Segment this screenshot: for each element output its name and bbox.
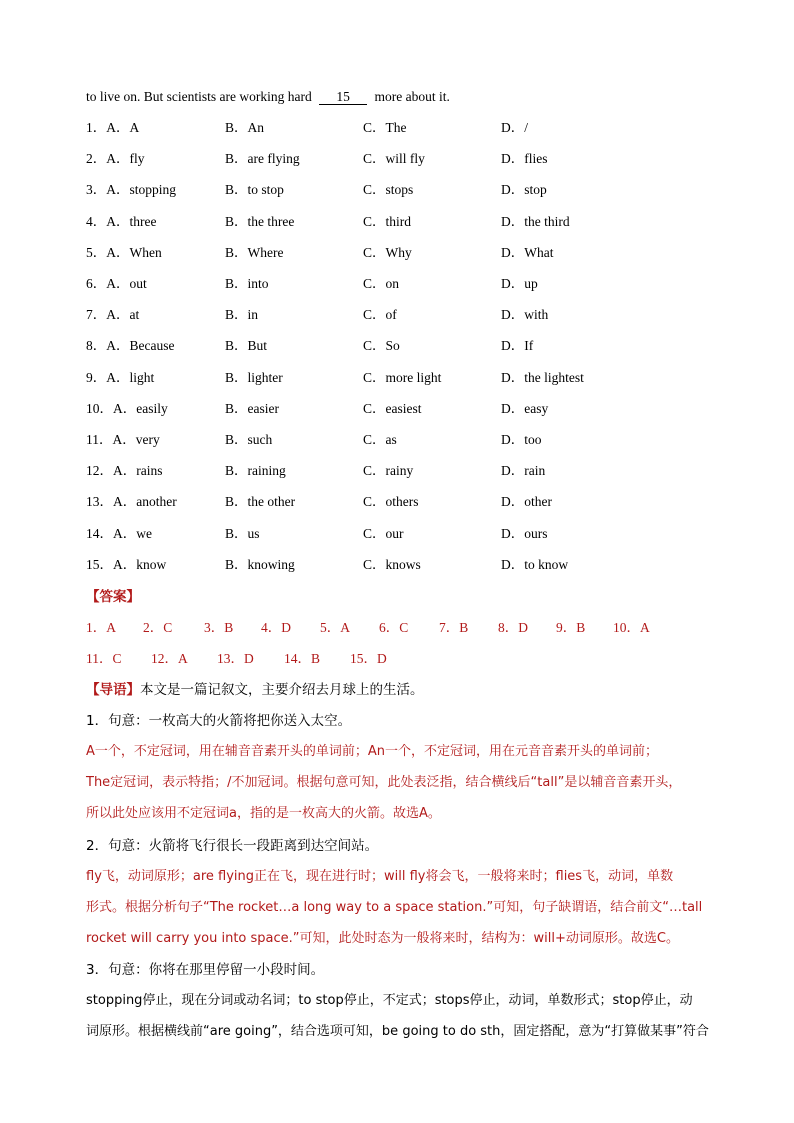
option-d: D．ours [501,525,548,541]
answer-item: 11．C [86,651,122,666]
answer-item: 15．D [350,651,387,666]
answer-item: 8．D [498,620,528,635]
option-c: C．The [363,120,407,135]
explanation-line: A一个，不定冠词，用在辅音音素开头的单词前；An一个，不定冠词，用在元音音素开头的单词前； [86,744,659,759]
option-b: B．us [225,525,260,541]
option-a [86,243,162,263]
question-row [86,118,726,138]
explanation-heading: 3．句意：你将在那里停留一小段时间。 [86,962,325,978]
question-row [86,524,726,544]
option-b: B．easier [225,400,279,416]
explanation-line: 所以此处应该用不定冠词a，指的是一枚高大的火箭。故选A。 [86,806,441,821]
option-a [86,524,152,544]
option-a [86,149,145,169]
option-a [86,336,174,356]
option-a-text: A．out [106,276,147,291]
question-row [86,180,726,200]
explanation-line: fly飞，动词原形；are flying正在飞，现在进行时；will fly将会飞，一般将来时；flies飞，动词，单数 [86,869,674,884]
question-row [86,399,726,419]
answer-item: 6．C [379,620,409,635]
question-number: 15． [86,556,113,572]
option-a [86,274,147,294]
option-d: D．other [501,494,552,510]
question-row [86,336,726,356]
answer-heading: 【答案】 [86,589,140,604]
option-c: C．stops [363,182,414,198]
option-c: C．easiest [363,400,422,416]
question-number: 1． [86,120,107,135]
option-a [86,305,139,325]
option-b: B．raining [225,463,286,479]
option-c: C．of [363,307,397,323]
question-row [86,212,726,232]
question-row [86,430,726,450]
option-a-text: A．A [106,120,140,135]
intro-line [86,87,450,107]
question-number: 10． [86,400,113,416]
explanation-line: The定冠词，表示特指；/不加冠词。根据句意可知，此处表泛指，结合横线后“tall”是以辅音音素开头， [86,775,682,790]
option-c: C．So [363,338,400,354]
guide-label: 【导语】 [86,682,140,698]
question-number: 5． [86,244,107,260]
option-b: B．But [225,338,268,354]
option-c: C．rainy [363,463,414,479]
option-d: D．with [501,307,549,323]
answer-row-2 [86,649,726,669]
option-c: C．knows [363,556,421,572]
option-b: B．the other [225,494,296,510]
option-c: C．as [363,432,397,447]
option-b: B．in [225,307,259,323]
answer-item: 12．A [151,651,188,666]
question-number: 9． [86,369,107,385]
option-a-text: A．light [106,369,155,385]
option-c: C．third [363,213,412,229]
option-c: C．others [363,494,419,510]
answer-row-1 [86,618,726,638]
guide-text: 本文是一篇记叙文，主要介绍去月球上的生活。 [140,682,424,698]
question-number: 13． [86,494,113,510]
explanation-line: rocket will carry you into space.”可知，此处时态为一般将来时，结构为：will+动词原形。故选C。 [86,931,679,946]
option-a [86,212,156,232]
answer-item: 4．D [261,620,291,635]
option-a-text: A．know [113,556,167,572]
answer-item: 5．A [320,620,350,635]
option-d: D．What [501,244,554,260]
option-a [86,368,154,388]
option-a-text: A．we [113,525,152,541]
option-d: D．easy [501,400,549,416]
option-d: D．flies [501,151,548,167]
option-a [86,118,139,138]
option-a-text: A．easily [113,400,168,416]
option-b: B．Where [225,244,284,260]
answer-item: 7．B [439,620,469,635]
option-a-text: A．rains [113,463,163,479]
option-a-text: A．When [106,244,162,260]
answer-item: 13．D [217,651,254,666]
option-d: D．to know [501,556,569,572]
option-d: D．stop [501,182,547,198]
question-number: 2． [86,151,107,167]
option-b: B．the three [225,213,295,229]
option-a [86,555,166,575]
option-d: D．the third [501,213,570,229]
intro-after: more about it. [374,89,450,104]
option-a [86,461,163,481]
option-a-text: A．very [112,432,160,447]
question-number: 14． [86,525,113,541]
option-a-text: A．another [113,494,177,510]
option-a-text: A．three [106,213,157,229]
question-row [86,243,726,263]
question-number: 6． [86,276,107,291]
answer-item: 3．B [204,620,234,635]
question-number: 11． [86,432,113,447]
explanation-heading: 1．句意：一枚高大的火箭将把你送入太空。 [86,713,352,729]
option-d: D．/ [501,120,528,135]
question-row [86,492,726,512]
question-row [86,555,726,575]
option-a-text: A．fly [106,151,145,167]
option-a-text: A．Because [106,338,175,354]
option-d: D．too [501,432,542,447]
option-a-text: A．stopping [106,182,177,198]
option-d: D．If [501,338,534,354]
option-a [86,399,168,419]
question-row [86,149,726,169]
option-b: B．knowing [225,556,295,572]
option-d: D．up [501,276,538,291]
option-a [86,180,176,200]
question-row [86,305,726,325]
question-row [86,461,726,481]
option-c: C．on [363,276,400,291]
option-b: B．into [225,276,269,291]
option-a [86,430,160,450]
guide-line [86,680,424,700]
answer-item: 2．C [143,620,173,635]
intro-before: to live on. But scientists are working hard [86,89,312,104]
option-c: C．our [363,525,404,541]
option-a-text: A．at [106,307,140,323]
question-number: 7． [86,307,107,323]
option-b: B．An [225,120,265,135]
option-c: C．more light [363,369,442,385]
option-d: D．rain [501,463,546,479]
option-b: B．such [225,432,273,447]
question-row [86,368,726,388]
explanation-line: 形式。根据分析句子“The rocket…a long way to a space station.”可知，句子缺谓语，结合前文“…tall [86,900,703,915]
option-b: B．are flying [225,151,300,167]
answer-item: 1．A [86,620,116,635]
answer-item: 9．B [556,620,586,635]
explanation-heading: 2．句意：火箭将飞行很长一段距离到达空间站。 [86,838,379,854]
explanation-line: 词原形。根据横线前“are going”，结合选项可知，be going to do sth，固定搭配，意为“打算做某事”符合 [86,1024,709,1039]
answer-item: 10．A [613,620,650,635]
option-c: C．Why [363,244,412,260]
question-row [86,274,726,294]
option-b: B．lighter [225,369,283,385]
question-number: 3． [86,182,107,198]
answer-item: 14．B [284,651,321,666]
question-number: 4． [86,213,107,229]
option-a [86,492,177,512]
question-number: 8． [86,338,107,354]
explanation-line: stopping停止，现在分词或动名词；to stop停止，不定式；stops停止，动词，单数形式；stop停止，动 [86,993,693,1008]
option-b: B．to stop [225,182,284,198]
question-number: 12． [86,463,113,479]
option-d: D．the lightest [501,369,584,385]
blank-15: 15 [319,89,367,105]
option-c: C．will fly [363,151,425,167]
